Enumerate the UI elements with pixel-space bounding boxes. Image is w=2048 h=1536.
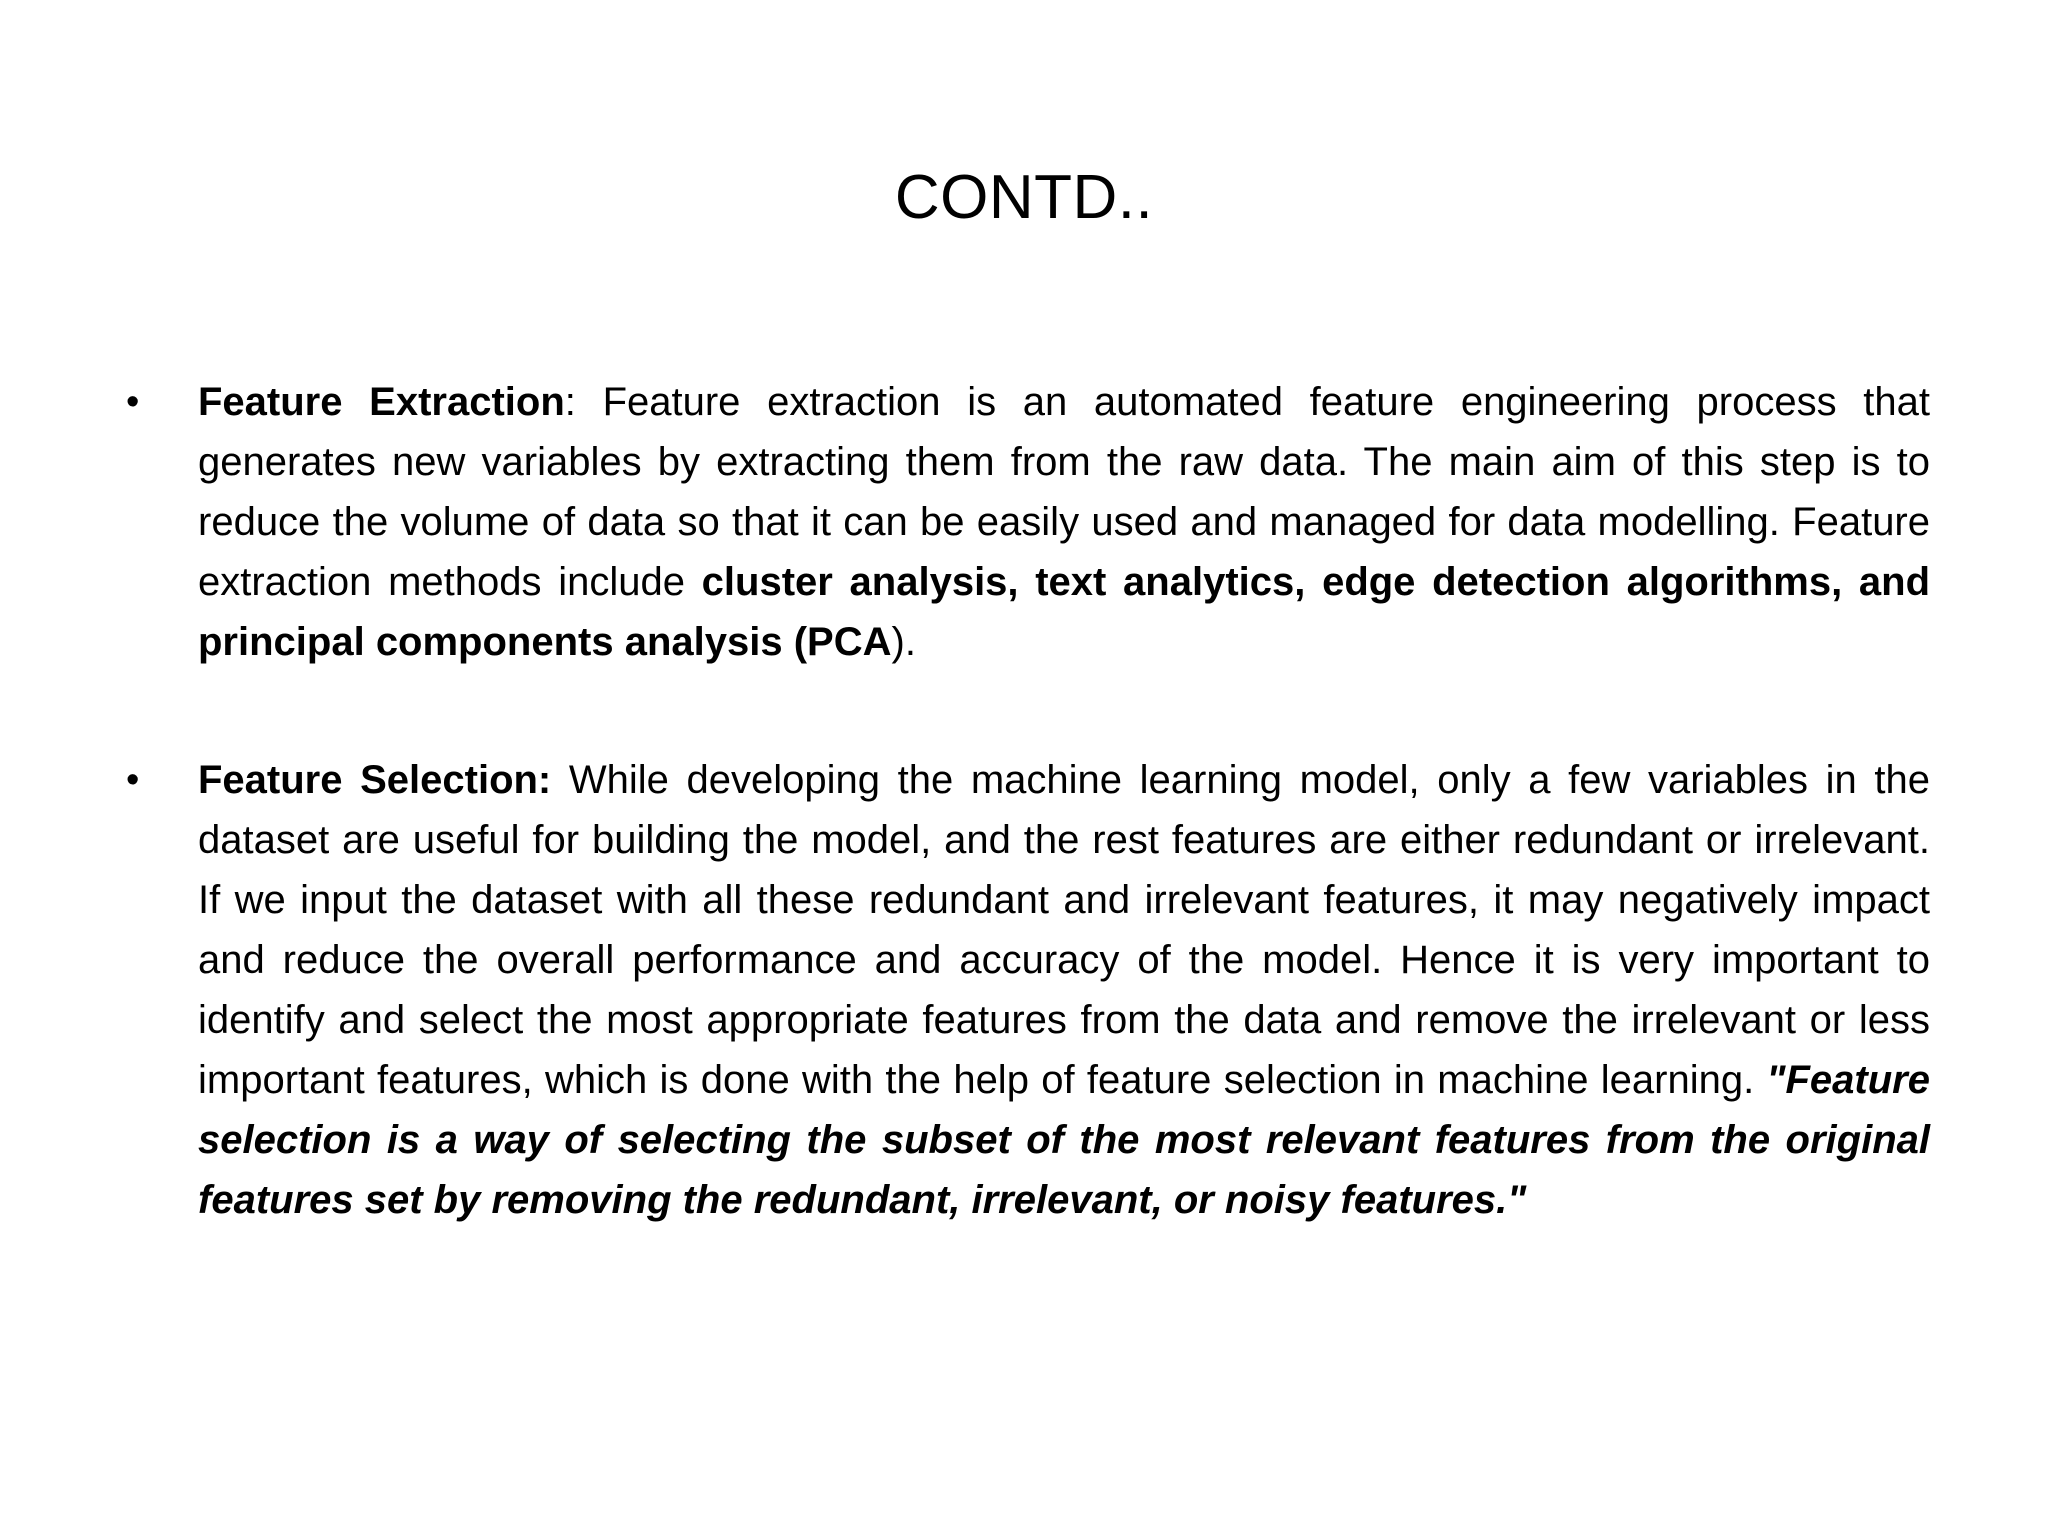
bullet-quote: "Feature selection is a way of selecting the subset of the most relevant features from the original features set by removing the redundant, irrelevant, or noisy features." [198, 1058, 1930, 1222]
bullet-text [198, 372, 1930, 672]
bullet-text [198, 750, 1930, 1230]
bullet-emphasis: cluster analysis, text analytics, edge detection algorithms, and principal components analysis (PCA [198, 560, 1930, 664]
bullet-term: Feature Extraction [198, 380, 565, 424]
bullet-term-colon: : [564, 380, 603, 424]
bullet-body: While developing the machine learning model, only a few variables in the dataset are useful for building the model, and the rest features are either redundant or irrelevant. If we input the dataset with all these redundant and irrelevant features, it may negatively impact and reduce the overall performance and accuracy of the model. Hence it is very important to identify and select the most appropriate features from the data and remove the irrelevant or less important features, which is done with the help of feature selection in machine learning. [198, 758, 1930, 1102]
bullet-marker: • [126, 759, 140, 801]
bullet-feature-selection [118, 750, 1930, 1230]
bullet-term: Feature Selection: [198, 758, 552, 802]
bullet-closing: ). [891, 620, 916, 664]
slide-title: CONTD.. [894, 163, 1154, 232]
bullet-body: Feature extraction is an automated feature engineering process that generates new variables by extracting them from the raw data. The main aim of this step is to reduce the volume of data so that it can be easily used and managed for data modelling. Feature extraction methods include [198, 380, 1931, 604]
bullet-list [118, 372, 1930, 1230]
bullet-marker: • [126, 381, 140, 423]
bullet-feature-extraction [118, 372, 1930, 672]
